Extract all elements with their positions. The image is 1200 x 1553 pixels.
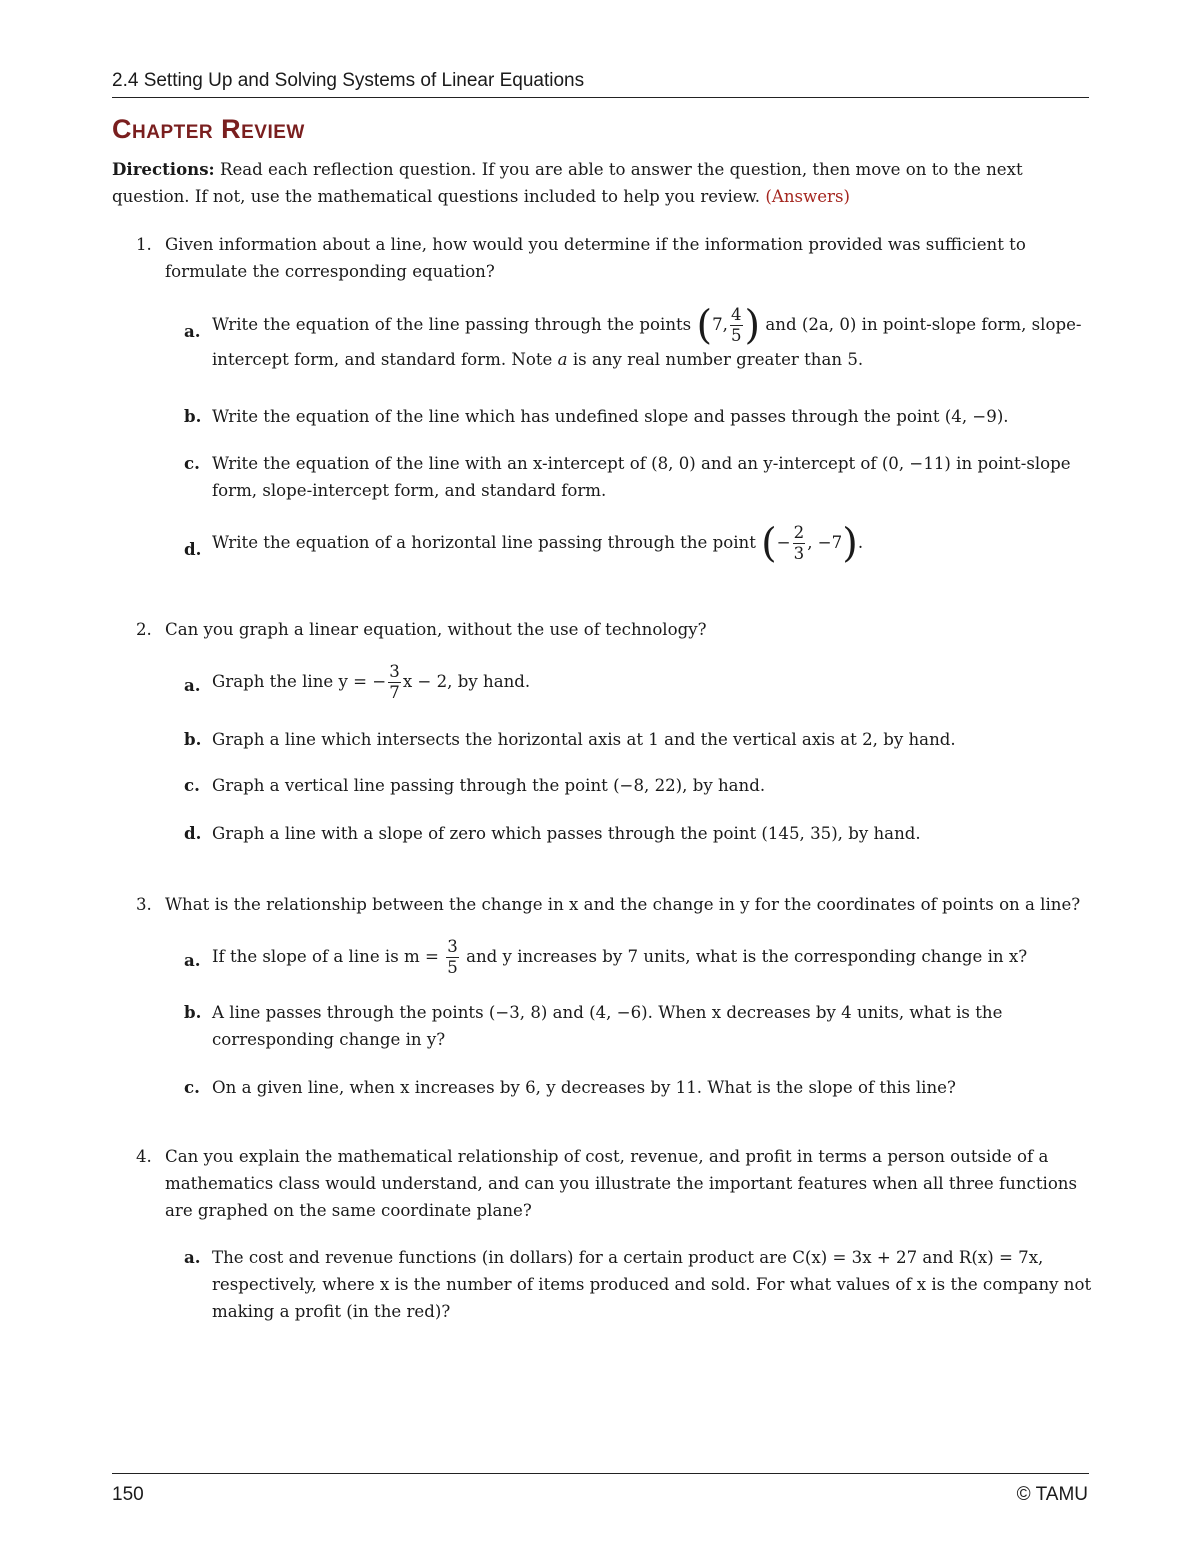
sub-text: Graph a vertical line passing through the point (−8, 22), by hand. xyxy=(212,776,766,795)
copyright: © TAMU xyxy=(1016,1484,1088,1505)
sub-text: Graph a line which intersects the horizontal axis at 1 and the vertical axis at 2, by hand. xyxy=(212,730,956,749)
directions-text: Read each reflection question. If you are able to answer the question, then move on to the next question. If not, use the mathematical questions included to help you review. xyxy=(112,160,1023,206)
sub-text-post: x − 2, by hand. xyxy=(402,672,531,691)
question-text: What is the relationship between the change in x and the change in y for the coordinates of points on a line? xyxy=(165,895,1081,914)
sub-label: a. xyxy=(184,321,201,341)
fraction xyxy=(388,662,401,703)
paren-close: ) xyxy=(842,520,858,567)
point-y: , −7 xyxy=(807,533,843,552)
sub-text xyxy=(212,662,1092,703)
sub-text-pre: Graph the line y = − xyxy=(212,672,387,691)
chapter-title: Chapter Review xyxy=(112,114,305,144)
sub-text: The cost and revenue functions (in dollars) for a certain product are C(x) = 3x + 27 and R(x) = 7x, respectively, where x is the number of items produced and sold. For what values of x is the company not making a profit (in the red)? xyxy=(212,1248,1092,1321)
sub-label: d. xyxy=(184,823,202,843)
sub-label: c. xyxy=(184,453,200,473)
footer-rule xyxy=(112,1473,1089,1474)
sub-label: b. xyxy=(184,729,202,749)
sub-text: Graph a line with a slope of zero which passes through the point (145, 35), by hand. xyxy=(212,824,921,843)
header-rule xyxy=(112,97,1089,98)
sub-label: a. xyxy=(184,675,201,695)
directions-label: Directions: xyxy=(112,159,215,179)
fraction xyxy=(793,523,806,564)
sub-label: a. xyxy=(184,950,201,970)
sub-text xyxy=(212,520,1092,567)
paren-close: ) xyxy=(744,302,761,349)
directions-paragraph xyxy=(112,156,1097,210)
sub-label: a. xyxy=(184,1247,201,1267)
sub-text-pre: If the slope of a line is m = xyxy=(212,947,439,966)
paren-open: ( xyxy=(696,302,713,349)
question-text: Can you explain the mathematical relationship of cost, revenue, and profit in terms a person outside of a mathematics class would understand, and can you illustrate the important features when all three functions are graphed on the same coordinate plane? xyxy=(165,1147,1078,1220)
section-header: 2.4 Setting Up and Solving Systems of Linear Equations xyxy=(112,70,585,91)
question-number: 4. xyxy=(136,1147,152,1166)
question-number: 1. xyxy=(136,235,152,254)
page-number: 150 xyxy=(112,1484,144,1505)
fraction-denominator: 3 xyxy=(793,544,805,563)
fraction-sign: − xyxy=(776,533,791,552)
question-text: Given information about a line, how would you determine if the information provided was sufficient to formulate the corresponding equation? xyxy=(165,235,1026,281)
fraction xyxy=(730,305,743,346)
sub-text: Write the equation of the line which has undefined slope and passes through the point (4, −9). xyxy=(212,407,1009,426)
point-x: 7, xyxy=(712,315,728,334)
sub-text: Write the equation of the line with an x-intercept of (8, 0) and an y-intercept of (0, −11) in point-slope form, slope-intercept form, and standard form. xyxy=(212,454,1071,500)
sub-text-end: . xyxy=(857,533,864,552)
question-number: 2. xyxy=(136,620,152,639)
sub-label: c. xyxy=(184,1077,200,1097)
question-text: Can you graph a linear equation, without the use of technology? xyxy=(165,620,707,639)
sub-label: b. xyxy=(184,406,202,426)
fraction xyxy=(446,937,459,978)
fraction-denominator: 5 xyxy=(447,958,458,977)
sub-label: c. xyxy=(184,775,200,795)
sub-text: On a given line, when x increases by 6, y decreases by 11. What is the slope of this line? xyxy=(212,1078,956,1097)
fraction-numerator: 3 xyxy=(389,662,400,681)
sub-text-pre: Write the equation of a horizontal line passing through the point xyxy=(212,533,756,552)
sub-label: b. xyxy=(184,1002,202,1022)
sub-text-post: and y increases by 7 units, what is the corresponding change in x? xyxy=(466,947,1028,966)
sub-text: A line passes through the points (−3, 8) and (4, −6). When x decreases by 4 units, what is the corresponding change in y? xyxy=(212,1003,1003,1049)
fraction-denominator: 5 xyxy=(730,326,742,345)
sub-text xyxy=(212,302,1092,373)
variable: a xyxy=(557,350,568,369)
question-number: 3. xyxy=(136,895,152,914)
sub-text-pre: Write the equation of the line passing through the points xyxy=(212,315,692,334)
fraction-denominator: 7 xyxy=(389,683,400,702)
fraction-numerator: 2 xyxy=(793,523,805,542)
sub-label: d. xyxy=(184,539,202,559)
paren-open: ( xyxy=(761,520,777,567)
answers-link[interactable]: (Answers) xyxy=(765,187,850,206)
sub-text-mid: and (2a, 0) in point-slope form, slope-intercept form, and standard form. Note xyxy=(212,315,1082,369)
sub-text xyxy=(212,937,1092,978)
fraction-numerator: 3 xyxy=(447,937,458,956)
sub-text-post: is any real number greater than 5. xyxy=(567,350,864,369)
fraction-numerator: 4 xyxy=(730,305,742,324)
